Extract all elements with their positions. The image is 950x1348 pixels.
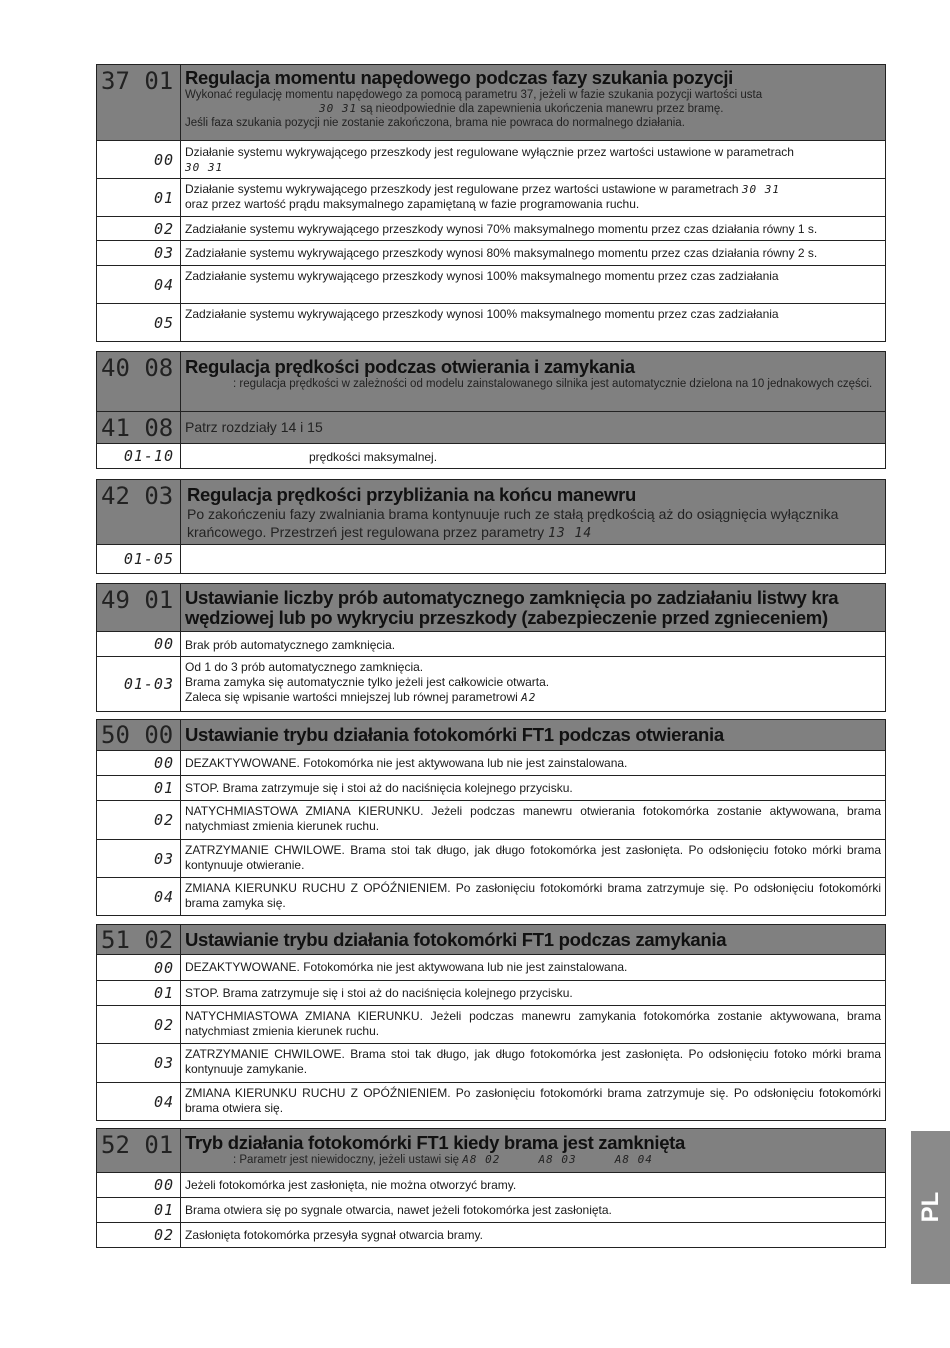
option-text: Zaleca się wpisanie wartości mniejszej lub równej parametrowi — [185, 690, 522, 704]
param-50-table — [96, 719, 886, 916]
param-code: 42 03 — [97, 480, 181, 544]
param-title: Ustawianie liczby prób automatycznego zamknięcia po zadziałaniu listwy kra — [185, 587, 839, 608]
param-description: Po zakończeniu fazy zwalniania brama kontynuuje ruch ze stałą prędkością aż do osiągnięcia wyłącznika krańcowego. Przestrzeń jest regulowana przez parametry — [187, 506, 839, 540]
option-text: Od 1 do 3 prób automatycznego zamknięcia. — [185, 660, 424, 674]
option-code: 03 — [97, 840, 181, 877]
param-title: Patrz rozdziały 14 i 15 — [185, 419, 323, 435]
option-codes: 30 31 — [185, 161, 224, 174]
option-code: 00 — [97, 632, 181, 656]
param-code: 37 01 — [97, 65, 181, 140]
param-code: 41 08 — [97, 412, 181, 443]
param-description: : Parametr jest niewidoczny, jeżeli ustawi się — [233, 1154, 463, 1166]
option-codes: 30 31 — [741, 183, 781, 196]
param-41-header — [97, 412, 885, 444]
param-description: są nieodpowiednie dla zapewnienia ukończenia manewru przez bramę. — [357, 103, 724, 115]
option-text: NATYCHMIASTOWA ZMIANA KIERUNKU. Jeżeli podczas manewru otwierania fotokomórka zostanie aktywowana, brama natychmiast zmienia kierunek ruchu. — [185, 804, 881, 833]
option-row — [97, 657, 885, 712]
option-text: ZATRZYMANIE CHWILOWE. Brama stoi tak długo, jak długo fotokomórka jest zasłonięta. Po odsłonięciu fotoko mórki brama kontynuuje zamykanie. — [185, 1047, 881, 1076]
param-title: Regulacja prędkości podczas otwierania i zamykania — [185, 356, 635, 377]
option-code: 01-05 — [97, 545, 181, 573]
option-row — [97, 776, 885, 801]
option-text: prędkości maksymalnej. — [309, 450, 438, 464]
option-row — [97, 304, 885, 342]
param-code: 49 01 — [97, 584, 181, 631]
option-code: 01 — [97, 776, 181, 800]
option-code: 01 — [97, 179, 181, 216]
param-51-table — [96, 924, 886, 1121]
option-text: Zasłonięta fotokomórka przesyła sygnał otwarcia bramy. — [185, 1228, 483, 1242]
option-row — [97, 878, 885, 916]
option-code: 00 — [97, 141, 181, 178]
option-row — [97, 801, 885, 840]
param-49-table — [96, 583, 886, 712]
option-code: 02 — [97, 1223, 181, 1247]
option-row — [97, 1173, 885, 1198]
param-51-header — [97, 925, 885, 955]
option-codes: A2 — [521, 691, 537, 704]
option-row — [97, 632, 885, 657]
param-52-table — [96, 1128, 886, 1248]
option-row — [97, 751, 885, 776]
option-text: ZMIANA KIERUNKU RUCHU Z OPÓŹNIENIEM. Po zasłonięciu fotokomórki brama zatrzymuje się. Po odsłonięciu fotokomórki brama otwiera się. — [185, 1086, 881, 1115]
option-text: DEZAKTYWOWANE. Fotokomórka nie jest aktywowana lub nie jest zainstalowana. — [185, 960, 628, 974]
option-text: Jeżeli fotokomórka jest zasłonięta, nie można otworzyć bramy. — [185, 1178, 517, 1192]
option-text: Zadziałanie systemu wykrywającego przeszkody wynosi 100% maksymalnego momentu przez czas zadziałania — [185, 269, 779, 283]
param-title: Ustawianie trybu działania fotokomórki FT1 podczas otwierania — [185, 724, 724, 745]
param-50-header — [97, 720, 885, 751]
param-37-header — [97, 65, 885, 141]
option-code: 00 — [97, 751, 181, 775]
option-code: 02 — [97, 217, 181, 240]
param-code: 52 01 — [97, 1129, 181, 1172]
language-tab-label: PL — [917, 1191, 944, 1223]
option-row — [97, 266, 885, 304]
option-code: 04 — [97, 878, 181, 915]
option-text: Działanie systemu wykrywającego przeszkody jest regulowane wyłącznie przez wartości ustawione w parametrach — [185, 145, 794, 159]
param-title: Regulacja momentu napędowego podczas fazy szukania pozycji — [185, 67, 734, 88]
option-text: Brama zamyka się automatycznie tylko jeżeli jest całkowicie otwarta. — [185, 675, 550, 689]
param-description: Wykonać regulację momentu napędowego za pomocą parametru 37, jeżeli w fazie szukania pozycji wartości usta — [185, 89, 763, 101]
param-title: Tryb działania fotokomórki FT1 kiedy brama jest zamknięta — [185, 1132, 686, 1153]
option-text: NATYCHMIASTOWA ZMIANA KIERUNKU. Jeżeli podczas manewru zamykania fotokomórka zostanie aktywowana, brama natychmiast zmienia kierunek ruchu. — [185, 1009, 881, 1038]
option-code: 04 — [97, 1083, 181, 1120]
language-tab — [911, 1131, 950, 1284]
option-code: 00 — [97, 1173, 181, 1197]
option-code: 02 — [97, 1006, 181, 1043]
option-code: 01 — [97, 1198, 181, 1222]
option-code: 03 — [97, 1044, 181, 1082]
param-42-table — [96, 479, 886, 574]
option-code: 05 — [97, 304, 181, 341]
option-row — [97, 444, 885, 469]
option-row — [97, 840, 885, 878]
param-code: 50 00 — [97, 720, 181, 750]
option-row — [97, 1198, 885, 1223]
option-text: DEZAKTYWOWANE. Fotokomórka nie jest aktywowana lub nie jest zainstalowana. — [185, 756, 628, 770]
option-code: 04 — [97, 266, 181, 303]
param-52-header — [97, 1129, 885, 1173]
param-codes: A8 02 A8 03 A8 04 — [462, 1153, 653, 1166]
option-row — [97, 217, 885, 241]
param-42-header — [97, 480, 885, 545]
param-code: 40 08 — [97, 352, 181, 411]
param-description: : regulacja prędkości w zależności od modelu zainstalowanego silnika jest automatycznie dzielona na 10 jednakowych części. — [233, 378, 873, 390]
param-49-header — [97, 584, 885, 632]
param-codes: 30 31 — [319, 102, 358, 115]
param-title: wędziowej lub po wykryciu przeszkody (zabezpieczenie przed zgnieceniem) — [185, 607, 828, 628]
option-text: Zadziałanie systemu wykrywającego przeszkody wynosi 80% maksymalnego momentu przez czas działania równy 2 s. — [185, 246, 818, 260]
option-row — [97, 1006, 885, 1044]
option-row — [97, 955, 885, 981]
param-description: Jeśli faza szukania pozycji nie zostanie zakończona, brama nie powraca do normalnego działania. — [185, 117, 685, 129]
option-text: Działanie systemu wykrywającego przeszkody jest regulowane przez wartości ustawione w parametrach — [185, 182, 742, 196]
option-row — [97, 1083, 885, 1121]
param-40-header — [97, 352, 885, 412]
option-code: 02 — [97, 801, 181, 839]
option-row — [97, 141, 885, 179]
param-40-table — [96, 351, 886, 469]
option-row — [97, 1044, 885, 1083]
option-text: Zadziałanie systemu wykrywającego przeszkody wynosi 70% maksymalnego momentu przez czas działania równy 1 s. — [185, 222, 818, 236]
param-title: Ustawianie trybu działania fotokomórki FT1 podczas zamykania — [185, 929, 727, 950]
option-code: 00 — [97, 955, 181, 980]
param-title: Regulacja prędkości przybliżania na końcu manewru — [187, 484, 636, 505]
option-text: STOP. Brama zatrzymuje się i stoi aż do naciśnięcia kolejnego przycisku. — [185, 986, 573, 1000]
option-row — [97, 179, 885, 217]
option-row — [97, 1223, 885, 1248]
option-row — [97, 981, 885, 1006]
option-text: ZATRZYMANIE CHWILOWE. Brama stoi tak długo, jak długo fotokomórka jest zasłonięta. Po odsłonięciu fotoko mórki brama kontynuuje otwieranie. — [185, 843, 881, 872]
option-row — [97, 241, 885, 266]
param-37-table — [96, 64, 886, 342]
option-text: Brak prób automatycznego zamknięcia. — [185, 638, 396, 652]
option-text: ZMIANA KIERUNKU RUCHU Z OPÓŹNIENIEM. Po zasłonięciu fotokomórki brama zatrzymuje się. Po odsłonięciu fotokomórki brama zamyka się. — [185, 881, 881, 910]
option-row — [97, 545, 885, 574]
option-text: Brama otwiera się po sygnale otwarcia, nawet jeżeli fotokomórka jest zasłonięta. — [185, 1203, 612, 1217]
param-codes: 13 14 — [548, 526, 593, 541]
param-code: 51 02 — [97, 925, 181, 954]
option-text: STOP. Brama zatrzymuje się i stoi aż do naciśnięcia kolejnego przycisku. — [185, 781, 573, 795]
option-text: Zadziałanie systemu wykrywającego przeszkody wynosi 100% maksymalnego momentu przez czas zadziałania — [185, 307, 779, 321]
option-code: 01 — [97, 981, 181, 1005]
option-text: oraz przez wartość prądu maksymalnego zapamiętaną w fazie programowania ruchu. — [185, 197, 640, 211]
option-code: 01-03 — [97, 657, 181, 711]
option-code: 03 — [97, 241, 181, 265]
option-code: 01-10 — [97, 444, 181, 468]
